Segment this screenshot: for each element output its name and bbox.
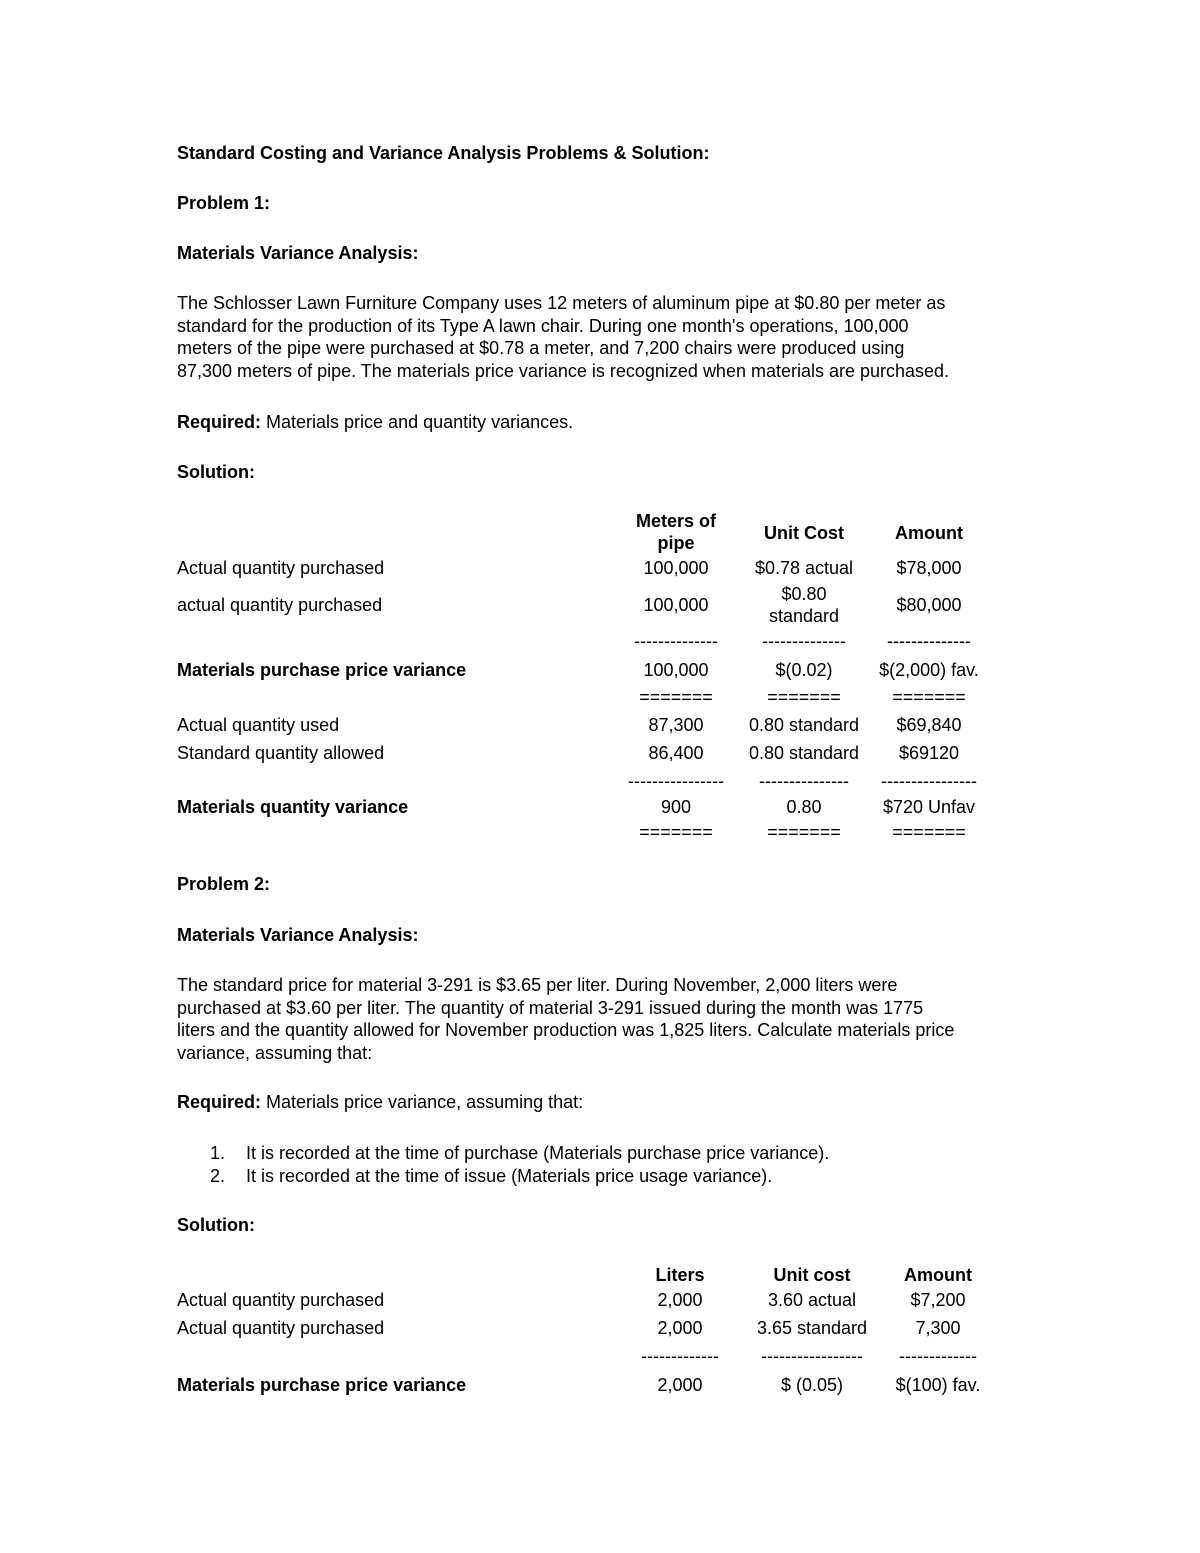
table-rule: -------------- (887, 631, 971, 651)
table-cell: $720 Unfav (882, 797, 976, 817)
table-row-label: actual quantity purchased (177, 595, 383, 615)
table-cell: $7,200 (910, 1290, 966, 1310)
table-rule: --------------- (759, 771, 849, 791)
table-cell: 0.80 standard (748, 715, 860, 735)
list-item (210, 1142, 829, 1164)
table-header-amount: Amount (895, 523, 963, 543)
problem-1-subheading: Materials Variance Analysis: (177, 243, 419, 263)
table-header-unit-cost: Unit Cost (764, 523, 844, 543)
table-cell: $(2,000) fav. (879, 660, 979, 680)
table-cell: $ (0.05) (780, 1375, 844, 1395)
problem-1-heading: Problem 1: (177, 193, 271, 213)
table-cell: 3.65 standard (756, 1318, 868, 1338)
table-cell: 0.80 standard (748, 743, 860, 763)
required-text: Materials price and quantity variances. (261, 412, 574, 432)
required-label: Required: (177, 1092, 262, 1112)
table-cell: $69,840 (896, 715, 962, 735)
paragraph-line: meters of the pipe were purchased at $0.78 a meter, and 7,200 chairs were produced using (177, 338, 905, 358)
paragraph-line: purchased at $3.60 per liter. The quantity of material 3-291 issued during the month was 1775 (177, 997, 924, 1018)
table-row-label: Actual quantity used (177, 715, 340, 735)
table-double-rule: ======= (639, 822, 713, 842)
table-cell: 100,000 (643, 558, 709, 578)
paragraph-line: variance, assuming that: (177, 1042, 373, 1063)
table-cell: $(100) fav. (895, 1375, 981, 1395)
problem-1-solution-label: Solution: (177, 462, 255, 482)
table-row-label: Actual quantity purchased (177, 558, 385, 578)
required-text: Materials price variance, assuming that: (261, 1092, 584, 1112)
table-cell: $69120 (898, 743, 960, 763)
table-row-label: Materials purchase price variance (177, 660, 467, 680)
table-header-amount: Amount (904, 1265, 972, 1285)
list-number: 2. (210, 1166, 226, 1186)
table-cell: 86,400 (648, 743, 704, 763)
header-line: Meters of (635, 511, 716, 531)
paragraph-line: standard for the production of its Type A lawn chair. During one month's operations, 100,000 (177, 315, 909, 336)
problem-2-subheading: Materials Variance Analysis: (177, 925, 419, 945)
table-row-label: Actual quantity purchased (177, 1318, 385, 1338)
paragraph-line: liters and the quantity allowed for November production was 1,825 liters. Calculate materials price (177, 1020, 955, 1040)
table-header-liters: Liters (655, 1265, 705, 1285)
table-double-rule: ======= (892, 687, 966, 707)
table-double-rule: ======= (767, 687, 841, 707)
table-cell: 900 (660, 797, 692, 817)
table-rule: ---------------- (881, 771, 977, 791)
table-cell: 3.60 actual (767, 1290, 857, 1310)
table-cell: 87,300 (648, 715, 704, 735)
cell-line: $0.80 (781, 584, 827, 604)
table-row-label: Actual quantity purchased (177, 1290, 385, 1310)
table-row-label: Materials purchase price variance (177, 1375, 467, 1395)
table-rule: ------------- (641, 1346, 719, 1366)
table-rule: ---------------- (628, 771, 724, 791)
table-rule: ----------------- (761, 1346, 863, 1366)
problem-2-required (177, 1091, 583, 1113)
problem-2-paragraph (177, 974, 1037, 1064)
required-label: Required: (177, 412, 262, 432)
header-line: pipe (657, 533, 695, 553)
table-cell: 7,300 (915, 1318, 961, 1338)
table-header-meters (606, 510, 746, 554)
table-rule: -------------- (634, 631, 718, 651)
table-cell: 100,000 (643, 660, 709, 680)
table-cell: $0.78 actual (754, 558, 854, 578)
table-double-rule: ======= (639, 687, 713, 707)
cell-line: standard (768, 606, 840, 626)
table-cell: $78,000 (896, 558, 962, 578)
problem-1-paragraph (177, 292, 1037, 382)
list-number: 1. (210, 1143, 226, 1163)
list-text: It is recorded at the time of purchase (Materials purchase price variance). (246, 1143, 830, 1163)
table-cell: $(0.02) (775, 660, 833, 680)
paragraph-line: 87,300 meters of pipe. The materials price variance is recognized when materials are purchased. (177, 360, 950, 381)
list-item (210, 1165, 772, 1187)
problem-2-heading: Problem 2: (177, 874, 271, 894)
paragraph-line: The standard price for material 3-291 is $3.65 per liter. During November, 2,000 liters were (177, 975, 898, 995)
table-cell: 2,000 (657, 1318, 703, 1338)
table-double-rule: ======= (767, 822, 841, 842)
document-title: Standard Costing and Variance Analysis Problems & Solution: (177, 143, 710, 163)
problem-2-solution-label: Solution: (177, 1215, 255, 1235)
list-text: It is recorded at the time of issue (Materials price usage variance). (246, 1166, 773, 1186)
problem-1-required (177, 411, 573, 433)
table-header-unit-cost: Unit cost (773, 1265, 851, 1285)
table-cell: 0.80 (786, 797, 822, 817)
table-row-label: Standard quantity allowed (177, 743, 385, 763)
table-double-rule: ======= (892, 822, 966, 842)
table-cell: 100,000 (643, 595, 709, 615)
table-cell: $80,000 (896, 595, 962, 615)
table-cell: 2,000 (657, 1290, 703, 1310)
table-cell (734, 583, 874, 627)
table-rule: ------------- (899, 1346, 977, 1366)
table-rule: -------------- (762, 631, 846, 651)
table-cell: 2,000 (657, 1375, 703, 1395)
table-row-label: Materials quantity variance (177, 797, 409, 817)
paragraph-line: The Schlosser Lawn Furniture Company uses 12 meters of aluminum pipe at $0.80 per meter as (177, 293, 946, 313)
